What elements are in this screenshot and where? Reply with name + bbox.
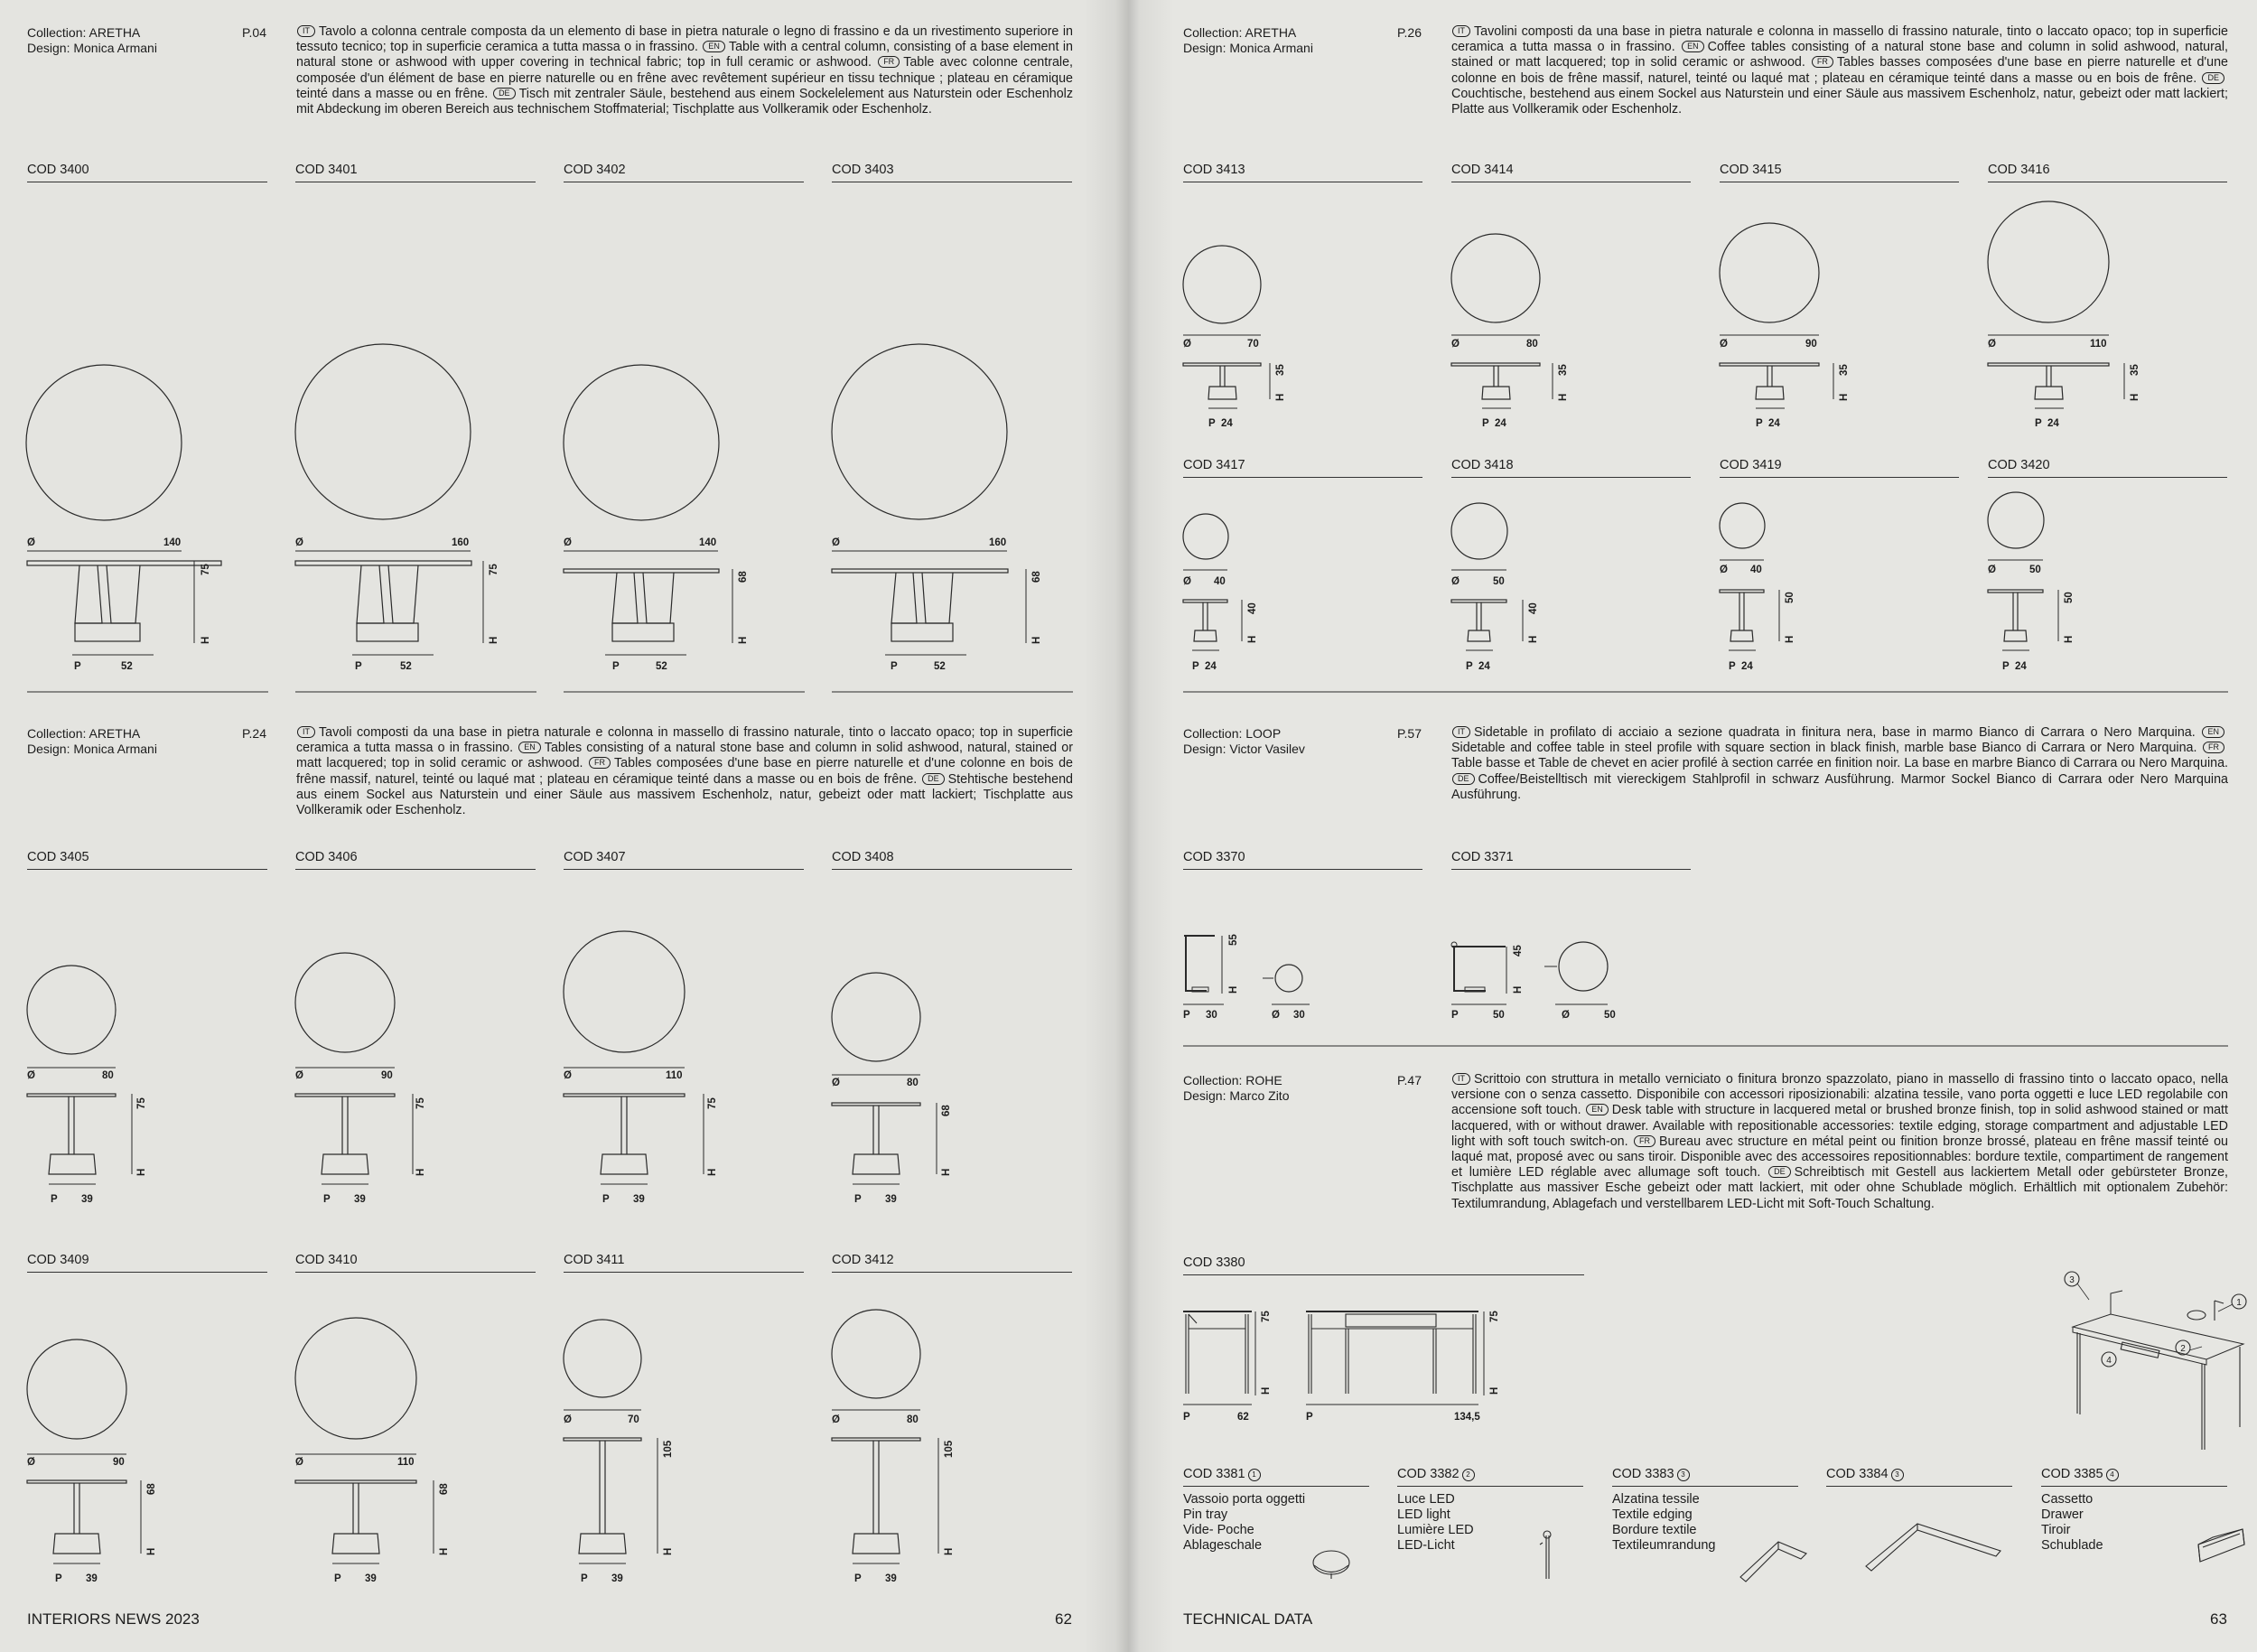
product-code: COD 3418 [1451,458,1691,478]
product-code: COD 3417 [1183,458,1422,478]
height-label: H [1489,1386,1500,1395]
diameter-label: Ø [832,537,840,548]
depth-value: 24 [1478,661,1490,672]
accessory-number-badge: 2 [1462,1469,1475,1481]
height-label: H [146,1547,157,1555]
diameter-label: Ø [564,1070,572,1081]
depth-label: P [74,661,81,672]
product-code: COD 3412 [832,1253,1072,1273]
description-de: Coffee/Beistelltisch mit viereckigem Stahlprofil in schwarz Ausführung. Marmor Sockel Bianco di Carrara oder Nero Marquina Ausführung. [1451,771,2228,802]
depth-value: 24 [2015,661,2027,672]
height-label: H [944,1547,955,1555]
lang-badge-it: IT [297,726,315,738]
depth-value: 30 [1206,1010,1217,1021]
collection-title: Collection: ARETHA [1183,25,1297,40]
diameter-label: Ø [1720,565,1728,575]
diameter-label: Ø [295,1070,303,1081]
depth-value: 24 [1221,418,1233,429]
diameter-value: 80 [907,1078,919,1088]
diameter-label: Ø [564,1414,572,1425]
product-code: COD 3400 [27,163,267,182]
diameter-label: Ø [1451,576,1460,587]
diameter-label: Ø [1988,339,1996,350]
diameter-value: 70 [628,1414,639,1425]
depth-label: P [1466,661,1473,672]
lang-badge-it: IT [297,25,315,37]
page-reference: P.57 [1397,726,1422,741]
description-en: Coffee tables consisting of a natural stone base and column in solid ashwood, natural, stained or matt lacquered; top in solid ceramic or ashwood. [1451,40,2228,70]
description-it: Tavolo a colonna centrale composta da un elemento di base in pietra naturale o legno di frassino e da un rivestimento superiore in tessuto tecnico; top in superficie ceramica a tutta massa o in frassino. [296,24,1073,55]
diameter-value: 80 [1526,339,1538,350]
description-de: Couchtische, bestehend aus einem Sockel aus Naturstein und einer Säule aus massivem Eschenholz, natur, gebeizt oder matt lackiert; Platte aus Vollkeramik oder Eschenholz. [1451,86,2228,117]
height-value: 35 [2130,364,2140,376]
diameter-value: 80 [102,1070,114,1081]
accessory-name-de: Schublade [2041,1538,2103,1553]
height-label: H [1528,635,1539,643]
lang-badge-fr: FR [1812,56,1833,68]
depth-label: P [1756,418,1763,429]
height-value: 75 [201,564,211,575]
depth-value: 39 [81,1194,93,1205]
depth-label: P [55,1573,62,1584]
description-de: Schreibtisch mit Gestell aus lackiertem Metall oder gebürsteter Bronze, Tischplatte aus massiver Esche gebeizt oder matt lackiert, mit oder ohne Schublade möglich. Erhältlich mit optionalem Zubehör: Textilumrandung, Ablagefach und verstellbarem LED-Licht mit Soft-Touch Schaltung. [1451,1165,2228,1211]
height-value: 68 [941,1105,952,1116]
accessory-name-it: Vassoio porta oggetti [1183,1492,1306,1507]
diameter-label: Ø [1183,576,1191,587]
height-value: 35 [1839,364,1850,376]
description-en: Table with a central column, consisting of a base element in natural stone or ashwood with upper covering in technical fabric; top in full ceramic or ashwood. [296,40,1073,70]
product-code: COD 3415 [1720,163,1959,182]
accessory-name-it: Cassetto [2041,1492,2094,1507]
accessory-name-de: Ablageschale [1183,1538,1263,1553]
description-fr: Bureau avec structure en métal peint ou finition bronze brossé, plateau en frêne massif teinté ou laqué mat, proposé avec ou sans tiroir. Disponible avec des accessoires repositionnables: bordure textile, compartiment de rangement et lumière LED réglable avec allumage soft touch. [1451,1134,2228,1181]
description-fr: Table basse et Table de chevet en acier profilé à section carrée en finition noir. La base en marbre Bianco di Carrara ou Nero Marquina. [1451,756,2228,771]
diameter-value: 110 [666,1070,683,1081]
depth-label: P [602,1194,610,1205]
height-label: H [136,1168,147,1176]
depth-label: P [1306,1412,1313,1423]
lang-badge-en: EN [703,41,725,52]
page-reference: P.24 [242,726,266,741]
height-label: H [489,636,499,644]
height-label: H [1839,393,1850,401]
footer-title: INTERIORS NEWS 2023 [27,1610,200,1628]
depth-value: 52 [656,661,667,672]
callout-1: 1 [2236,1298,2242,1308]
depth-value: 24 [1768,418,1780,429]
right-page [1129,0,2257,1652]
depth-value: 39 [633,1194,645,1205]
description-it: Tavolini composti da una base in pietra naturale e colonna in massello di frassino naturale, tinto o laccato opaco; top in superficie ceramica a tutta massa o in frassino. [1451,24,2228,55]
depth-value: 62 [1237,1412,1249,1423]
page-reference: P.47 [1397,1073,1422,1087]
diameter-label: Ø [27,537,35,548]
accessory-name-en: Drawer [2041,1507,2084,1522]
depth-value: 39 [354,1194,366,1205]
accessory-number-badge: 4 [2106,1469,2119,1481]
product-code: COD 3380 [1183,1255,1584,1275]
description-en: Desk table with structure in lacquered metal or brushed bronze finish, top in solid ashwood stained or matt lacquered, with or without drawer. Available with repositionable accessories: textile edging, storage compartment and adjustable LED light with soft touch switch-on. [1451,1103,2229,1149]
diameter-label: Ø [295,1457,303,1468]
diameter-label: Ø [1720,339,1728,350]
lang-badge-de: DE [1768,1166,1791,1178]
height-value: 35 [1558,364,1569,376]
footer-title: TECHNICAL DATA [1183,1610,1313,1628]
callout-3: 3 [2069,1275,2075,1285]
diameter-value: 40 [1214,576,1226,587]
product-code: COD 3410 [295,1253,536,1273]
description-it: Tavoli composti da una base in pietra naturale e colonna in massello di frassino naturale, tinto o laccato opaco; top in superficie ceramica a tutta massa o in frassino. [296,725,1073,756]
height-value: 68 [439,1483,450,1495]
lang-badge-fr: FR [589,757,611,769]
depth-label: P [1482,418,1489,429]
height-value: 75 [136,1097,147,1109]
product-code: COD 3408 [832,850,1072,870]
description-fr: Tables basses composées d'une base en pierre naturelle et d'une colonne en bois de frêne massif, naturel, teinté ou laqué mat ; plateau en céramique teinté dans a masse ou en bois de frêne. [1451,55,2228,86]
depth-value: 52 [400,661,412,672]
diameter-value: 160 [989,537,1007,548]
depth-value: 39 [885,1573,897,1584]
designer-name: Design: Monica Armani [27,41,157,55]
page-reference: P.26 [1397,25,1422,40]
height-value: 75 [1489,1311,1500,1322]
description-en: Tables consisting of a natural stone base and column in solid ashwood, natural, stained or matt lacquered; top in solid ceramic or ashwood. [296,741,1073,771]
description-en: Sidetable and coffee table in steel profile with square section in black finish, marble base Bianco di Carrara or Nero Marquina. [1451,741,2197,756]
height-value: 75 [415,1097,426,1109]
product-code: COD 3406 [295,850,536,870]
accessory-name-fr: Vide- Poche [1183,1523,1254,1537]
height-value: 35 [1275,364,1286,376]
accessory-number-badge: 1 [1248,1469,1261,1481]
height-value: 55 [1228,934,1239,946]
height-label: H [707,1168,718,1176]
depth-label: P [2035,418,2042,429]
depth-label: P [2002,661,2010,672]
height-value: 40 [1247,602,1258,614]
depth-label: P [581,1573,588,1584]
diameter-label: Ø [1988,565,1996,575]
designer-name: Design: Monica Armani [1183,41,1313,55]
height-label: H [415,1168,426,1176]
designer-name: Design: Marco Zito [1183,1088,1290,1103]
height-value: 75 [1261,1311,1272,1322]
diameter-value: 160 [452,537,470,548]
height-label: H [201,636,211,644]
lang-badge-de: DE [922,773,945,785]
height-label: H [1247,635,1258,643]
height-value: 50 [2064,592,2075,603]
diameter-value: 70 [1247,339,1259,350]
diameter-value: 140 [699,537,717,548]
depth-label: P [51,1194,58,1205]
accessory-code-text: COD 3385 [2041,1467,2103,1481]
height-value: 105 [944,1440,955,1458]
height-label: H [439,1547,450,1555]
depth-value: 52 [121,661,133,672]
height-value: 75 [489,564,499,575]
lang-badge-fr: FR [1634,1135,1655,1147]
height-label: H [738,636,749,644]
lang-badge-it: IT [1452,25,1470,37]
depth-label: P [1208,418,1216,429]
diameter-label: Ø [1272,1010,1280,1021]
product-code: COD 3413 [1183,163,1422,182]
collection-title: Collection: ROHE [1183,1073,1282,1087]
accessory-name-fr: Tiroir [2041,1523,2071,1537]
page-reference: P.04 [242,25,266,40]
accessory-name-fr: Bordure textile [1612,1523,1697,1537]
diameter-label: Ø [832,1078,840,1088]
lang-badge-it: IT [1452,726,1470,738]
depth-value: 39 [365,1573,377,1584]
lang-badge-it: IT [1452,1073,1470,1085]
product-code: COD 3419 [1720,458,1959,478]
product-code: COD 3405 [27,850,267,870]
description-fr: Tables composées d'une base en pierre naturelle et d'une colonne en bois de frêne massif, naturel, teinté ou laqué mat ; plateau en céramique teinté dans a masse ou en bois de frêne. [296,756,1073,787]
accessory-code-text: COD 3381 [1183,1467,1245,1481]
diameter-label: Ø [27,1457,35,1468]
collection-title: Collection: LOOP [1183,726,1282,741]
lang-badge-de: DE [493,88,516,99]
depth-value: 39 [86,1573,98,1584]
description-it: Sidetable in profilato di acciaio a sezione quadrata in finitura nera, base in marmo Bianco di Carrara o Nero Marquina. [1474,725,2196,740]
height-value: 75 [707,1097,718,1109]
designer-name: Design: Monica Armani [27,742,157,756]
height-label: H [2130,393,2140,401]
height-label: H [2064,635,2075,643]
depth-label: P [612,661,620,672]
depth-label: P [1183,1412,1190,1423]
product-code: COD 3409 [27,1253,267,1273]
accessory-number-badge: 3 [1677,1469,1690,1481]
height-label: H [1261,1386,1272,1395]
diameter-value: 90 [381,1070,393,1081]
diameter-value: 50 [2029,565,2041,575]
product-code: COD 3401 [295,163,536,182]
height-label: H [1228,985,1239,994]
product-code: COD 3416 [1988,163,2227,182]
diameter-label: Ø [1562,1010,1570,1021]
height-label: H [1275,393,1286,401]
diameter-value: 80 [907,1414,919,1425]
lang-badge-fr: FR [2203,742,2224,753]
depth-label: P [334,1573,341,1584]
height-label: H [1031,636,1042,644]
diameter-value: 140 [163,537,182,548]
callout-2: 2 [2180,1344,2186,1354]
height-label: H [941,1168,952,1176]
depth-value: 134,5 [1454,1412,1480,1423]
height-value: 105 [663,1440,674,1458]
callout-4: 4 [2106,1356,2112,1366]
height-value: 40 [1528,602,1539,614]
diameter-value: 110 [2090,339,2107,350]
diameter-value: 30 [1293,1010,1305,1021]
diameter-value: 50 [1493,576,1505,587]
depth-value: 39 [611,1573,623,1584]
depth-value: 24 [1495,418,1506,429]
lang-badge-en: EN [2202,726,2224,738]
diameter-label: Ø [832,1414,840,1425]
height-value: 50 [1785,592,1795,603]
diameter-label: Ø [1183,339,1191,350]
accessory-number-badge: 3 [1891,1469,1904,1481]
diameter-value: 40 [1750,565,1762,575]
diameter-value: 90 [113,1457,125,1468]
accessory-code-text: COD 3383 [1612,1467,1674,1481]
height-value: 68 [146,1483,157,1495]
description-it: Scrittoio con struttura in metallo verniciato o finitura bronzo spazzolato, piano in massello di frassino tinto o laccato opaco, nella versione con o senza cassetto. Disponibile con accessori riposizionabili: alzatina tessile, vano porta oggetti e luce LED regolabile con accensione soft touch. [1451,1072,2228,1118]
lang-badge-en: EN [1586,1104,1609,1115]
diameter-label: Ø [1451,339,1460,350]
lang-badge-de: DE [2202,72,2224,84]
height-value: 68 [738,571,749,583]
depth-label: P [854,1573,862,1584]
accessory-code-text: COD 3384 [1826,1467,1889,1481]
depth-value: 24 [1205,661,1217,672]
diameter-label: Ø [27,1070,35,1081]
depth-value: 50 [1493,1010,1505,1021]
accessory-name-en: LED light [1397,1507,1450,1522]
height-label: H [1785,635,1795,643]
product-code: COD 3420 [1988,458,2227,478]
diameter-value: 50 [1604,1010,1616,1021]
accessory-name-de: Textileumrandung [1612,1538,1716,1553]
product-code: COD 3370 [1183,850,1422,870]
lang-badge-fr: FR [878,56,900,68]
diameter-value: 110 [397,1457,415,1468]
product-code: COD 3411 [564,1253,804,1273]
height-label: H [663,1547,674,1555]
diameter-value: 90 [1805,339,1817,350]
height-value: 68 [1031,571,1042,583]
collection-title: Collection: ARETHA [27,726,141,741]
page-number: 63 [2210,1610,2227,1628]
depth-label: P [323,1194,331,1205]
product-code: COD 3371 [1451,850,1691,870]
accessory-name-fr: Lumière LED [1397,1523,1474,1537]
accessory-name-en: Textile edging [1612,1507,1693,1522]
diameter-label: Ø [564,537,572,548]
depth-label: P [854,1194,862,1205]
height-label: H [1513,985,1524,994]
product-code: COD 3402 [564,163,804,182]
diameter-label: Ø [295,537,303,548]
lang-badge-en: EN [518,742,541,753]
height-value: 45 [1513,945,1524,957]
product-code: COD 3403 [832,163,1072,182]
depth-value: 39 [885,1194,897,1205]
depth-value: 52 [934,661,946,672]
depth-label: P [1192,661,1199,672]
lang-badge-en: EN [1682,41,1704,52]
description-fr: Table avec colonne centrale, composée d'un élément de base en pierre naturelle ou en frêne avec revêtement supérieur en tissu technique ; plateau en céramique teinté dans a masse ou en frêne. [296,55,1074,101]
depth-label: P [1451,1010,1459,1021]
accessory-name-it: Alzatina tessile [1612,1492,1700,1507]
depth-label: P [1729,661,1736,672]
accessory-drawings [1129,0,2257,1652]
depth-label: P [355,661,362,672]
description-de: Tisch mit zentraler Säule, bestehend aus einem Sockelelement aus Naturstein oder Eschenholz mit Abdeckung im oberen Bereich aus technischem Stoffmaterial; Tischplatte aus Vollkeramik oder Eschenholz. [296,86,1074,117]
designer-name: Design: Victor Vasilev [1183,742,1305,756]
depth-value: 24 [1741,661,1753,672]
lang-badge-de: DE [1452,773,1475,785]
description-de: Stehtische bestehend aus einem Sockel aus Naturstein und einer Säule aus massivem Eschenholz, natur, gebeizt oder matt lackiert; Tischplatte aus Vollkeramik oder Eschenholz. [296,771,1073,818]
height-label: H [1558,393,1569,401]
accessory-name-en: Pin tray [1183,1507,1228,1522]
accessory-name-de: LED-Licht [1397,1538,1455,1553]
product-code: COD 3407 [564,850,804,870]
product-code: COD 3414 [1451,163,1691,182]
depth-label: P [1183,1010,1190,1021]
page-number: 62 [1055,1610,1072,1628]
accessory-code-text: COD 3382 [1397,1467,1460,1481]
collection-title: Collection: ARETHA [27,25,141,40]
depth-label: P [891,661,898,672]
accessory-name-it: Luce LED [1397,1492,1455,1507]
depth-value: 24 [2047,418,2059,429]
